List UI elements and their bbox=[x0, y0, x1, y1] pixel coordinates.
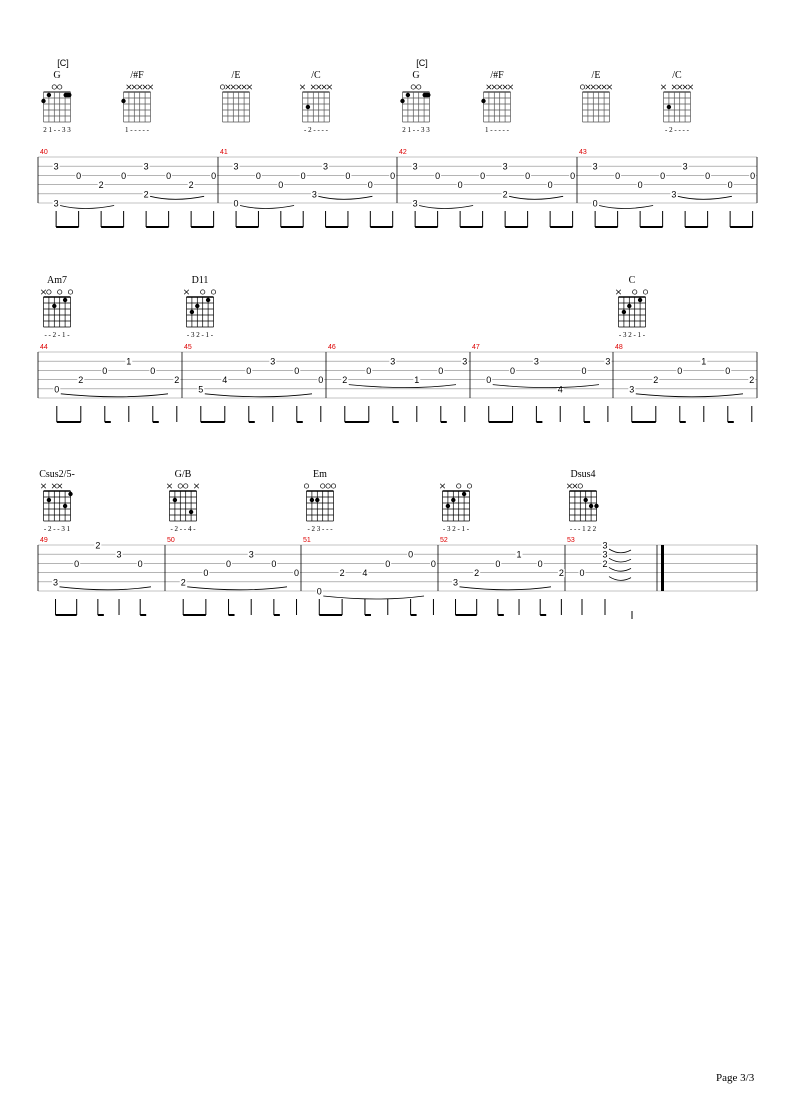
chord-fingering: - 2 - - - - bbox=[665, 126, 689, 134]
fret-number: 4 bbox=[557, 384, 563, 395]
fret-number: 0 bbox=[76, 170, 82, 181]
measure-number: 45 bbox=[184, 344, 192, 351]
tie-arc bbox=[240, 206, 294, 209]
fret-number: 1 bbox=[126, 356, 132, 367]
fret-number: 2 bbox=[653, 375, 659, 386]
fret-number: 3 bbox=[143, 161, 149, 172]
fret-number: 0 bbox=[278, 180, 284, 191]
measure-number: 48 bbox=[615, 344, 623, 351]
fret-number: 3 bbox=[533, 356, 539, 367]
tie-arc bbox=[419, 206, 473, 209]
finger-dot bbox=[667, 105, 671, 109]
fret-number: 1 bbox=[516, 549, 522, 560]
finger-dot bbox=[627, 304, 631, 308]
tie-arc bbox=[318, 196, 372, 199]
chord-fingering: 1 - - - - - bbox=[485, 126, 509, 134]
fret-number: 0 bbox=[570, 170, 576, 181]
measure-number: 49 bbox=[40, 537, 48, 544]
chord-name: /#F bbox=[490, 70, 504, 81]
chord-fingering: - 3 2 - 1 - bbox=[618, 331, 646, 339]
open-string-marker bbox=[467, 484, 471, 488]
chord-name: Dsus4 bbox=[570, 469, 596, 480]
finger-dot bbox=[306, 105, 310, 109]
chord-name: Em bbox=[313, 469, 327, 480]
chord-name: /E bbox=[231, 70, 241, 81]
fret-number: 0 bbox=[203, 568, 209, 579]
fret-number: 0 bbox=[581, 365, 587, 376]
fret-number: 0 bbox=[74, 558, 80, 569]
chord-fingering: - - - 1 2 2 bbox=[569, 525, 597, 533]
bass-fret-number: 0 bbox=[592, 198, 598, 209]
fret-number: 3 bbox=[323, 161, 329, 172]
tie-arc bbox=[599, 206, 653, 209]
finger-dot bbox=[195, 304, 199, 308]
fret-number: 2 bbox=[339, 568, 345, 579]
finger-dot bbox=[584, 498, 588, 502]
fret-number: 3 bbox=[602, 540, 608, 551]
fret-number: 0 bbox=[150, 365, 156, 376]
fret-number: 0 bbox=[246, 365, 252, 376]
finger-dot bbox=[189, 510, 193, 514]
measure-number: 40 bbox=[40, 149, 48, 156]
open-string-marker bbox=[417, 85, 421, 89]
measure-number: 52 bbox=[440, 537, 448, 544]
fret-number: 4 bbox=[362, 568, 368, 579]
finger-dot bbox=[47, 93, 51, 97]
measure-number: 43 bbox=[579, 149, 587, 156]
fret-number: 3 bbox=[53, 577, 59, 588]
fret-number: 4 bbox=[222, 375, 228, 386]
measure-number: 53 bbox=[567, 537, 575, 544]
finger-dot bbox=[41, 99, 45, 103]
fret-number: 0 bbox=[750, 170, 756, 181]
fret-number: 0 bbox=[660, 170, 666, 181]
barre-dot bbox=[423, 93, 431, 98]
open-string-marker bbox=[578, 484, 582, 488]
fret-number: 0 bbox=[677, 365, 683, 376]
fret-number: 0 bbox=[300, 170, 306, 181]
chord-fingering: - 3 2 - 1 - bbox=[186, 331, 214, 339]
fret-number: 3 bbox=[592, 161, 598, 172]
open-string-marker bbox=[321, 484, 325, 488]
page-number: Page 3/3 bbox=[716, 1072, 755, 1084]
finger-dot bbox=[206, 298, 210, 302]
barre-dot bbox=[64, 93, 72, 98]
fret-number: 0 bbox=[294, 568, 300, 579]
finger-dot bbox=[446, 504, 450, 508]
fret-number: 3 bbox=[233, 161, 239, 172]
chord-fingering: - - 2 - 1 - bbox=[44, 331, 70, 339]
tie-arc bbox=[187, 587, 287, 590]
measure-number: 44 bbox=[40, 344, 48, 351]
fret-number: 0 bbox=[54, 384, 60, 395]
finger-dot bbox=[400, 99, 404, 103]
fret-number: 0 bbox=[438, 365, 444, 376]
open-string-marker bbox=[184, 484, 188, 488]
fret-number: 0 bbox=[102, 365, 108, 376]
fret-number: 0 bbox=[486, 375, 492, 386]
fret-number: 2 bbox=[188, 180, 194, 191]
open-string-marker bbox=[643, 290, 647, 294]
finger-dot bbox=[622, 310, 626, 314]
open-string-marker bbox=[220, 85, 224, 89]
fret-number: 0 bbox=[385, 558, 391, 569]
open-string-marker bbox=[68, 290, 72, 294]
chord-name: /C bbox=[672, 70, 682, 81]
finger-dot bbox=[406, 93, 410, 97]
finger-dot bbox=[68, 492, 72, 496]
fret-number: 2 bbox=[98, 180, 104, 191]
open-string-marker bbox=[411, 85, 415, 89]
fret-number: 2 bbox=[174, 375, 180, 386]
chord-fingering: - 2 - - 3 1 bbox=[43, 525, 71, 533]
open-string-marker bbox=[211, 290, 215, 294]
fret-number: 2 bbox=[342, 375, 348, 386]
finger-dot bbox=[589, 504, 593, 508]
fret-number: 2 bbox=[749, 375, 755, 386]
fret-number: 0 bbox=[255, 170, 261, 181]
fret-number: 0 bbox=[495, 558, 501, 569]
fret-number: 0 bbox=[137, 558, 143, 569]
chord-name: D11 bbox=[191, 275, 209, 286]
open-string-marker bbox=[326, 484, 330, 488]
tie-arc bbox=[60, 206, 114, 209]
tie-arc bbox=[205, 394, 312, 397]
chord-fingering: - 3 2 - 1 - bbox=[442, 525, 470, 533]
tie-arc bbox=[60, 587, 151, 590]
open-string-marker bbox=[58, 85, 62, 89]
open-string-marker bbox=[178, 484, 182, 488]
open-string-marker bbox=[331, 484, 335, 488]
open-string-marker bbox=[457, 484, 461, 488]
chord-name: /C bbox=[311, 70, 321, 81]
finger-dot bbox=[451, 498, 455, 502]
chord-name: C bbox=[628, 275, 636, 286]
final-bar-thick bbox=[661, 545, 664, 591]
fret-number: 0 bbox=[271, 558, 277, 569]
fret-number: 0 bbox=[226, 558, 232, 569]
open-string-marker bbox=[580, 85, 584, 89]
fret-number: 1 bbox=[701, 356, 707, 367]
fret-number: 3 bbox=[270, 356, 276, 367]
chord-fingering: 2 1 - - 3 3 bbox=[402, 126, 430, 134]
open-string-marker bbox=[633, 290, 637, 294]
bass-fret-number: 3 bbox=[311, 189, 317, 200]
chord-fingering: 2 1 - - 3 3 bbox=[43, 126, 71, 134]
tie-arc bbox=[609, 567, 631, 571]
finger-dot bbox=[63, 504, 67, 508]
bass-fret-number: 3 bbox=[53, 198, 59, 209]
fret-number: 0 bbox=[727, 180, 733, 191]
fret-number: 3 bbox=[502, 161, 508, 172]
chord-name: Csus2/5- bbox=[39, 469, 75, 480]
fret-number: 3 bbox=[602, 549, 608, 560]
fret-number: 1 bbox=[414, 375, 420, 386]
tie-arc bbox=[349, 385, 456, 388]
finger-dot bbox=[462, 492, 466, 496]
fret-number: 3 bbox=[53, 161, 59, 172]
tie-arc bbox=[609, 549, 631, 553]
bass-fret-number: 3 bbox=[671, 189, 677, 200]
fret-number: 5 bbox=[198, 384, 204, 395]
fret-number: 3 bbox=[682, 161, 688, 172]
fret-number: 0 bbox=[480, 170, 486, 181]
tie-arc bbox=[61, 394, 168, 397]
fret-number: 0 bbox=[166, 170, 172, 181]
open-string-marker bbox=[52, 85, 56, 89]
finger-dot bbox=[173, 498, 177, 502]
fret-number: 2 bbox=[558, 568, 564, 579]
chord-fingering: 1 - - - - - bbox=[125, 126, 149, 134]
measure-number: 47 bbox=[472, 344, 480, 351]
open-string-marker bbox=[47, 290, 51, 294]
fret-number: 0 bbox=[537, 558, 543, 569]
chord-name: G/B bbox=[174, 469, 192, 480]
fret-number: 0 bbox=[430, 558, 436, 569]
finger-dot bbox=[481, 99, 485, 103]
fret-number: 0 bbox=[294, 365, 300, 376]
fret-number: 3 bbox=[390, 356, 396, 367]
open-string-marker bbox=[58, 290, 62, 294]
finger-dot bbox=[190, 310, 194, 314]
finger-dot bbox=[310, 498, 314, 502]
chord-name: Am7 bbox=[47, 275, 67, 286]
fret-number: 0 bbox=[367, 180, 373, 191]
fret-number: 0 bbox=[408, 549, 414, 560]
fret-number: 0 bbox=[435, 170, 441, 181]
fret-number: 0 bbox=[525, 170, 531, 181]
measure-number: 50 bbox=[167, 537, 175, 544]
measure-number: 41 bbox=[220, 149, 228, 156]
fret-number: 0 bbox=[318, 375, 324, 386]
tie-arc bbox=[509, 196, 563, 199]
chord-name: /E bbox=[591, 70, 601, 81]
fret-number: 2 bbox=[180, 577, 186, 588]
chord-fingering: - 2 - - - - bbox=[304, 126, 328, 134]
section-marker: [C] bbox=[57, 58, 69, 68]
fret-number: 0 bbox=[345, 170, 351, 181]
finger-dot bbox=[63, 298, 67, 302]
section-marker: [C] bbox=[416, 58, 428, 68]
fret-number: 0 bbox=[705, 170, 711, 181]
finger-dot bbox=[121, 99, 125, 103]
bass-fret-number: 2 bbox=[502, 189, 508, 200]
fret-number: 3 bbox=[248, 549, 254, 560]
open-string-marker bbox=[304, 484, 308, 488]
fret-number: 2 bbox=[95, 540, 101, 551]
bass-fret-number: 3 bbox=[412, 198, 418, 209]
bass-fret-number: 0 bbox=[233, 198, 239, 209]
fret-number: 0 bbox=[637, 180, 643, 191]
tie-arc bbox=[609, 577, 631, 581]
fret-number: 0 bbox=[579, 568, 585, 579]
bass-fret-number: 2 bbox=[143, 189, 149, 200]
fret-number: 3 bbox=[629, 384, 635, 395]
finger-dot bbox=[52, 304, 56, 308]
finger-dot bbox=[594, 504, 598, 508]
fret-number: 0 bbox=[121, 170, 127, 181]
fret-number: 0 bbox=[390, 170, 396, 181]
fret-number: 0 bbox=[725, 365, 731, 376]
fret-number: 0 bbox=[457, 180, 463, 191]
measure-number: 51 bbox=[303, 537, 311, 544]
tie-arc bbox=[636, 394, 743, 397]
measure-number: 46 bbox=[328, 344, 336, 351]
fret-number: 3 bbox=[605, 356, 611, 367]
fret-number: 0 bbox=[366, 365, 372, 376]
tie-arc bbox=[678, 196, 732, 199]
fret-number: 3 bbox=[453, 577, 459, 588]
tie-arc bbox=[150, 196, 204, 199]
tie-arc bbox=[493, 385, 599, 388]
fret-number: 2 bbox=[474, 568, 480, 579]
chord-name: G bbox=[412, 70, 420, 81]
fret-number: 2 bbox=[602, 558, 608, 569]
measure-number: 42 bbox=[399, 149, 407, 156]
chord-fingering: - 2 - - 4 - bbox=[170, 525, 196, 533]
tie-arc bbox=[323, 596, 424, 599]
chord-fingering: - 2 3 - - - bbox=[307, 525, 333, 533]
finger-dot bbox=[638, 298, 642, 302]
tie-arc bbox=[460, 587, 551, 590]
chord-name: /#F bbox=[130, 70, 144, 81]
fret-number: 3 bbox=[462, 356, 468, 367]
fret-number: 0 bbox=[547, 180, 553, 191]
fret-number: 0 bbox=[316, 586, 322, 597]
fret-number: 3 bbox=[116, 549, 122, 560]
finger-dot bbox=[315, 498, 319, 502]
tie-arc bbox=[609, 558, 631, 562]
fret-number: 0 bbox=[211, 170, 217, 181]
finger-dot bbox=[47, 498, 51, 502]
fret-number: 0 bbox=[510, 365, 516, 376]
open-string-marker bbox=[201, 290, 205, 294]
fret-number: 3 bbox=[412, 161, 418, 172]
chord-name: G bbox=[53, 70, 61, 81]
fret-number: 0 bbox=[615, 170, 621, 181]
fret-number: 2 bbox=[78, 375, 84, 386]
